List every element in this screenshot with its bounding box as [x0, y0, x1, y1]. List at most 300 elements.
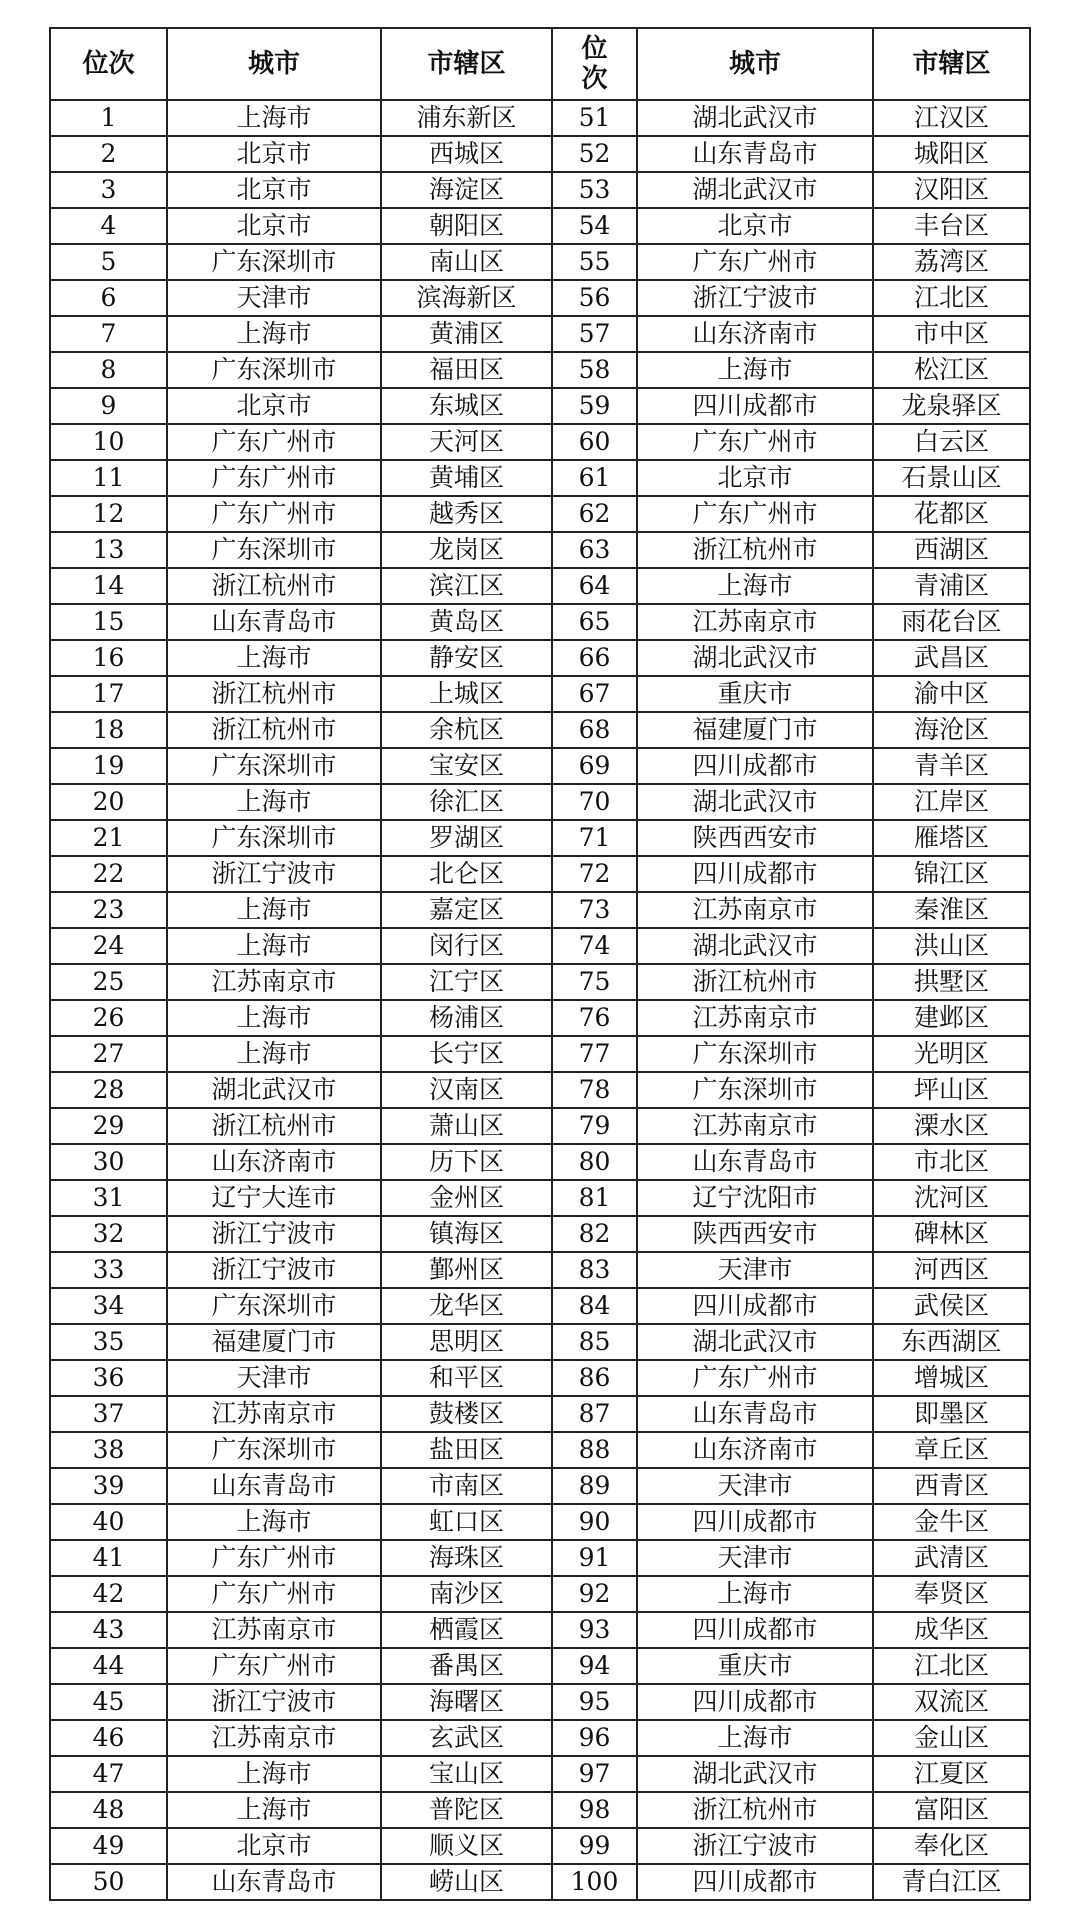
city-cell-2: 上海市 — [637, 1576, 873, 1612]
district-cell-2: 松江区 — [873, 352, 1030, 388]
rank-cell-2: 58 — [552, 352, 637, 388]
header-rank-2 — [552, 28, 637, 100]
city-cell-2: 江苏南京市 — [637, 1000, 873, 1036]
district-cell: 海曙区 — [381, 1684, 552, 1720]
city-cell-2: 四川成都市 — [637, 388, 873, 424]
district-cell-2: 江夏区 — [873, 1756, 1030, 1792]
rank-cell: 30 — [50, 1144, 167, 1180]
rank-cell: 31 — [50, 1180, 167, 1216]
district-cell-2: 雁塔区 — [873, 820, 1030, 856]
city-cell-2: 湖北武汉市 — [637, 172, 873, 208]
rank-cell-2: 60 — [552, 424, 637, 460]
city-cell-2: 重庆市 — [637, 676, 873, 712]
district-cell-2: 增城区 — [873, 1360, 1030, 1396]
rank-cell-2: 79 — [552, 1108, 637, 1144]
city-cell-2: 四川成都市 — [637, 748, 873, 784]
table-row — [50, 1576, 1030, 1612]
district-cell: 鼓楼区 — [381, 1396, 552, 1432]
city-cell: 广东深圳市 — [167, 532, 381, 568]
city-cell-2: 北京市 — [637, 460, 873, 496]
rank-cell: 4 — [50, 208, 167, 244]
table-row — [50, 1720, 1030, 1756]
city-cell-2: 广东深圳市 — [637, 1036, 873, 1072]
district-cell-2: 奉化区 — [873, 1828, 1030, 1864]
rank-cell-2: 90 — [552, 1504, 637, 1540]
city-cell-2: 山东青岛市 — [637, 136, 873, 172]
district-cell-2: 章丘区 — [873, 1432, 1030, 1468]
rank-cell-2: 95 — [552, 1684, 637, 1720]
district-cell: 罗湖区 — [381, 820, 552, 856]
table-row — [50, 928, 1030, 964]
table-row — [50, 532, 1030, 568]
rank-cell: 42 — [50, 1576, 167, 1612]
district-cell: 虹口区 — [381, 1504, 552, 1540]
city-cell: 浙江宁波市 — [167, 1252, 381, 1288]
rank-cell: 9 — [50, 388, 167, 424]
district-cell-2: 成华区 — [873, 1612, 1030, 1648]
rank-cell: 19 — [50, 748, 167, 784]
rank-cell-2: 59 — [552, 388, 637, 424]
rank-cell-2: 72 — [552, 856, 637, 892]
district-cell-2: 武侯区 — [873, 1288, 1030, 1324]
rank-cell-2: 88 — [552, 1432, 637, 1468]
district-cell-2: 渝中区 — [873, 676, 1030, 712]
rank-cell: 13 — [50, 532, 167, 568]
city-cell-2: 广东广州市 — [637, 424, 873, 460]
district-cell-2: 西湖区 — [873, 532, 1030, 568]
district-cell-2: 河西区 — [873, 1252, 1030, 1288]
rank-cell-2: 63 — [552, 532, 637, 568]
table-row — [50, 1684, 1030, 1720]
city-cell: 北京市 — [167, 1828, 381, 1864]
city-cell-2: 天津市 — [637, 1252, 873, 1288]
city-cell-2: 广东广州市 — [637, 496, 873, 532]
table-row — [50, 352, 1030, 388]
city-cell-2: 陕西西安市 — [637, 1216, 873, 1252]
district-cell-2: 东西湖区 — [873, 1324, 1030, 1360]
rank-cell-2: 55 — [552, 244, 637, 280]
district-cell: 龙岗区 — [381, 532, 552, 568]
district-cell-2: 沈河区 — [873, 1180, 1030, 1216]
city-cell: 广东深圳市 — [167, 352, 381, 388]
rank-cell-2: 65 — [552, 604, 637, 640]
city-cell: 上海市 — [167, 892, 381, 928]
rank-cell: 38 — [50, 1432, 167, 1468]
city-cell: 上海市 — [167, 316, 381, 352]
table-row — [50, 1828, 1030, 1864]
rank-cell: 50 — [50, 1864, 167, 1900]
header-district: 市辖区 — [381, 28, 552, 100]
city-cell-2: 上海市 — [637, 352, 873, 388]
table-row — [50, 1612, 1030, 1648]
district-cell-2: 秦淮区 — [873, 892, 1030, 928]
city-cell-2: 浙江宁波市 — [637, 1828, 873, 1864]
table-row — [50, 172, 1030, 208]
district-cell-2: 海沧区 — [873, 712, 1030, 748]
table-row — [50, 424, 1030, 460]
city-cell-2: 湖北武汉市 — [637, 640, 873, 676]
district-cell: 宝安区 — [381, 748, 552, 784]
district-cell: 普陀区 — [381, 1792, 552, 1828]
district-cell-2: 青浦区 — [873, 568, 1030, 604]
district-cell: 浦东新区 — [381, 100, 552, 136]
city-cell-2: 浙江宁波市 — [637, 280, 873, 316]
rank-cell-2: 89 — [552, 1468, 637, 1504]
table-row — [50, 1396, 1030, 1432]
rank-cell: 12 — [50, 496, 167, 532]
city-cell-2: 江苏南京市 — [637, 604, 873, 640]
district-cell-2: 汉阳区 — [873, 172, 1030, 208]
rank-cell-2: 93 — [552, 1612, 637, 1648]
district-cell: 上城区 — [381, 676, 552, 712]
district-cell: 天河区 — [381, 424, 552, 460]
district-cell: 海淀区 — [381, 172, 552, 208]
district-cell: 滨江区 — [381, 568, 552, 604]
table-row — [50, 964, 1030, 1000]
district-cell-2: 江汉区 — [873, 100, 1030, 136]
city-cell: 浙江杭州市 — [167, 676, 381, 712]
table-row — [50, 1504, 1030, 1540]
city-cell-2: 天津市 — [637, 1540, 873, 1576]
city-cell: 上海市 — [167, 784, 381, 820]
table-row — [50, 280, 1030, 316]
district-cell: 黄岛区 — [381, 604, 552, 640]
city-cell-2: 陕西西安市 — [637, 820, 873, 856]
rank-cell: 41 — [50, 1540, 167, 1576]
district-cell: 闵行区 — [381, 928, 552, 964]
table-row — [50, 244, 1030, 280]
rank-cell-2: 71 — [552, 820, 637, 856]
header-city-2: 城市 — [637, 28, 873, 100]
city-cell: 北京市 — [167, 136, 381, 172]
city-cell: 广东深圳市 — [167, 244, 381, 280]
header-rank-2-text: 位次 — [581, 34, 608, 94]
table-row — [50, 1648, 1030, 1684]
city-cell: 山东青岛市 — [167, 1468, 381, 1504]
district-cell-2: 建邺区 — [873, 1000, 1030, 1036]
district-cell-2: 荔湾区 — [873, 244, 1030, 280]
city-cell: 上海市 — [167, 1036, 381, 1072]
table-row — [50, 1108, 1030, 1144]
city-cell-2: 湖北武汉市 — [637, 100, 873, 136]
district-cell: 栖霞区 — [381, 1612, 552, 1648]
table-row — [50, 712, 1030, 748]
city-cell: 辽宁大连市 — [167, 1180, 381, 1216]
table-row — [50, 784, 1030, 820]
district-cell: 金州区 — [381, 1180, 552, 1216]
district-cell: 徐汇区 — [381, 784, 552, 820]
table-row — [50, 1252, 1030, 1288]
rank-cell: 24 — [50, 928, 167, 964]
rank-cell-2: 99 — [552, 1828, 637, 1864]
rank-cell-2: 80 — [552, 1144, 637, 1180]
table-row — [50, 1072, 1030, 1108]
table-row — [50, 496, 1030, 532]
table-row — [50, 316, 1030, 352]
district-cell: 嘉定区 — [381, 892, 552, 928]
rank-cell-2: 52 — [552, 136, 637, 172]
city-cell: 广东广州市 — [167, 1576, 381, 1612]
rank-cell: 14 — [50, 568, 167, 604]
district-cell-2: 光明区 — [873, 1036, 1030, 1072]
table-row — [50, 460, 1030, 496]
district-cell: 南山区 — [381, 244, 552, 280]
city-cell: 山东青岛市 — [167, 1864, 381, 1900]
district-cell-2: 富阳区 — [873, 1792, 1030, 1828]
city-cell-2: 浙江杭州市 — [637, 1792, 873, 1828]
district-cell-2: 城阳区 — [873, 136, 1030, 172]
district-cell: 越秀区 — [381, 496, 552, 532]
district-cell: 黄埔区 — [381, 460, 552, 496]
table-row — [50, 1540, 1030, 1576]
city-cell-2: 山东济南市 — [637, 316, 873, 352]
district-cell-2: 坪山区 — [873, 1072, 1030, 1108]
rank-cell: 10 — [50, 424, 167, 460]
district-cell-2: 金牛区 — [873, 1504, 1030, 1540]
header-district-2: 市辖区 — [873, 28, 1030, 100]
table-row — [50, 1756, 1030, 1792]
city-cell-2: 上海市 — [637, 1720, 873, 1756]
table-row — [50, 892, 1030, 928]
rank-cell: 39 — [50, 1468, 167, 1504]
district-cell: 镇海区 — [381, 1216, 552, 1252]
table-row — [50, 1036, 1030, 1072]
district-cell: 宝山区 — [381, 1756, 552, 1792]
table-row — [50, 100, 1030, 136]
table-row — [50, 1180, 1030, 1216]
rank-cell: 28 — [50, 1072, 167, 1108]
rank-cell: 33 — [50, 1252, 167, 1288]
rank-cell: 49 — [50, 1828, 167, 1864]
city-cell-2: 辽宁沈阳市 — [637, 1180, 873, 1216]
city-cell: 上海市 — [167, 100, 381, 136]
city-cell-2: 四川成都市 — [637, 1684, 873, 1720]
district-cell-2: 锦江区 — [873, 856, 1030, 892]
city-cell-2: 广东广州市 — [637, 1360, 873, 1396]
rank-cell-2: 57 — [552, 316, 637, 352]
district-cell-2: 江岸区 — [873, 784, 1030, 820]
table-row — [50, 1864, 1030, 1900]
city-cell-2: 山东青岛市 — [637, 1144, 873, 1180]
district-cell-2: 市北区 — [873, 1144, 1030, 1180]
rank-cell: 23 — [50, 892, 167, 928]
table-row — [50, 388, 1030, 424]
table-row — [50, 1792, 1030, 1828]
rank-cell: 26 — [50, 1000, 167, 1036]
table-row — [50, 136, 1030, 172]
table-row — [50, 1360, 1030, 1396]
district-cell: 余杭区 — [381, 712, 552, 748]
rank-cell: 21 — [50, 820, 167, 856]
district-cell: 南沙区 — [381, 1576, 552, 1612]
rank-cell: 25 — [50, 964, 167, 1000]
rank-cell: 3 — [50, 172, 167, 208]
district-cell-2: 白云区 — [873, 424, 1030, 460]
table-row — [50, 1468, 1030, 1504]
rank-cell-2: 91 — [552, 1540, 637, 1576]
district-cell: 玄武区 — [381, 1720, 552, 1756]
city-cell-2: 湖北武汉市 — [637, 784, 873, 820]
city-cell: 上海市 — [167, 1000, 381, 1036]
city-cell: 广东深圳市 — [167, 820, 381, 856]
city-cell: 上海市 — [167, 640, 381, 676]
rank-cell: 27 — [50, 1036, 167, 1072]
city-cell: 江苏南京市 — [167, 1612, 381, 1648]
rank-cell: 37 — [50, 1396, 167, 1432]
rank-cell-2: 77 — [552, 1036, 637, 1072]
city-cell-2: 山东济南市 — [637, 1432, 873, 1468]
rank-cell: 18 — [50, 712, 167, 748]
district-cell: 盐田区 — [381, 1432, 552, 1468]
district-cell-2: 即墨区 — [873, 1396, 1030, 1432]
rank-cell: 48 — [50, 1792, 167, 1828]
city-cell-2: 四川成都市 — [637, 1288, 873, 1324]
rank-cell-2: 74 — [552, 928, 637, 964]
rank-cell: 5 — [50, 244, 167, 280]
rank-cell: 8 — [50, 352, 167, 388]
city-cell: 广东广州市 — [167, 424, 381, 460]
table-row — [50, 1144, 1030, 1180]
city-cell-2: 浙江杭州市 — [637, 964, 873, 1000]
district-cell-2: 江北区 — [873, 1648, 1030, 1684]
rank-cell-2: 98 — [552, 1792, 637, 1828]
district-cell-2: 江北区 — [873, 280, 1030, 316]
city-cell-2: 湖北武汉市 — [637, 928, 873, 964]
city-cell: 浙江杭州市 — [167, 568, 381, 604]
rank-cell-2: 84 — [552, 1288, 637, 1324]
city-cell: 广东深圳市 — [167, 1432, 381, 1468]
district-cell: 顺义区 — [381, 1828, 552, 1864]
table-row — [50, 676, 1030, 712]
district-cell: 江宁区 — [381, 964, 552, 1000]
city-cell-2: 浙江杭州市 — [637, 532, 873, 568]
city-cell: 上海市 — [167, 1504, 381, 1540]
district-cell: 历下区 — [381, 1144, 552, 1180]
district-cell-2: 武清区 — [873, 1540, 1030, 1576]
rank-cell: 17 — [50, 676, 167, 712]
city-cell: 广东广州市 — [167, 460, 381, 496]
district-cell: 和平区 — [381, 1360, 552, 1396]
rank-cell: 45 — [50, 1684, 167, 1720]
rank-cell: 36 — [50, 1360, 167, 1396]
city-cell-2: 天津市 — [637, 1468, 873, 1504]
city-cell: 上海市 — [167, 1792, 381, 1828]
rank-cell: 15 — [50, 604, 167, 640]
city-cell-2: 江苏南京市 — [637, 1108, 873, 1144]
district-cell-2: 碑林区 — [873, 1216, 1030, 1252]
rank-cell-2: 67 — [552, 676, 637, 712]
rank-cell: 46 — [50, 1720, 167, 1756]
rank-cell-2: 83 — [552, 1252, 637, 1288]
city-cell: 天津市 — [167, 280, 381, 316]
district-cell: 滨海新区 — [381, 280, 552, 316]
city-cell: 山东济南市 — [167, 1144, 381, 1180]
district-cell: 海珠区 — [381, 1540, 552, 1576]
city-cell: 广东深圳市 — [167, 1288, 381, 1324]
rank-cell-2: 54 — [552, 208, 637, 244]
city-cell: 浙江宁波市 — [167, 856, 381, 892]
rank-cell: 11 — [50, 460, 167, 496]
rank-cell: 7 — [50, 316, 167, 352]
rank-cell-2: 75 — [552, 964, 637, 1000]
rank-cell-2: 78 — [552, 1072, 637, 1108]
city-cell: 天津市 — [167, 1360, 381, 1396]
district-cell-2: 青白江区 — [873, 1864, 1030, 1900]
table-row — [50, 1288, 1030, 1324]
city-cell: 北京市 — [167, 172, 381, 208]
table-row — [50, 820, 1030, 856]
rank-cell: 22 — [50, 856, 167, 892]
district-cell-2: 石景山区 — [873, 460, 1030, 496]
district-cell-2: 市中区 — [873, 316, 1030, 352]
city-cell: 江苏南京市 — [167, 964, 381, 1000]
city-cell-2: 重庆市 — [637, 1648, 873, 1684]
city-cell-2: 江苏南京市 — [637, 892, 873, 928]
district-cell: 静安区 — [381, 640, 552, 676]
city-cell-2: 四川成都市 — [637, 1504, 873, 1540]
rank-cell-2: 53 — [552, 172, 637, 208]
city-cell: 北京市 — [167, 388, 381, 424]
rank-cell-2: 94 — [552, 1648, 637, 1684]
city-cell: 浙江宁波市 — [167, 1684, 381, 1720]
city-cell: 广东广州市 — [167, 1648, 381, 1684]
district-cell: 杨浦区 — [381, 1000, 552, 1036]
district-cell: 朝阳区 — [381, 208, 552, 244]
city-cell-2: 上海市 — [637, 568, 873, 604]
district-cell: 番禺区 — [381, 1648, 552, 1684]
rank-cell: 29 — [50, 1108, 167, 1144]
rank-cell-2: 70 — [552, 784, 637, 820]
rank-cell: 32 — [50, 1216, 167, 1252]
header-row — [50, 28, 1030, 100]
rank-cell-2: 82 — [552, 1216, 637, 1252]
rank-cell: 43 — [50, 1612, 167, 1648]
rank-cell-2: 97 — [552, 1756, 637, 1792]
rank-cell-2: 61 — [552, 460, 637, 496]
district-cell: 思明区 — [381, 1324, 552, 1360]
district-cell-2: 西青区 — [873, 1468, 1030, 1504]
rank-cell-2: 73 — [552, 892, 637, 928]
rank-cell-2: 69 — [552, 748, 637, 784]
city-cell: 广东广州市 — [167, 496, 381, 532]
table-row — [50, 1000, 1030, 1036]
city-cell-2: 山东青岛市 — [637, 1396, 873, 1432]
city-cell: 北京市 — [167, 208, 381, 244]
rank-cell: 2 — [50, 136, 167, 172]
city-cell: 浙江杭州市 — [167, 712, 381, 748]
table-row — [50, 1324, 1030, 1360]
rank-cell-2: 56 — [552, 280, 637, 316]
rank-cell-2: 96 — [552, 1720, 637, 1756]
district-cell: 长宁区 — [381, 1036, 552, 1072]
rank-cell: 47 — [50, 1756, 167, 1792]
district-cell: 西城区 — [381, 136, 552, 172]
district-cell: 黄浦区 — [381, 316, 552, 352]
district-cell-2: 双流区 — [873, 1684, 1030, 1720]
rank-cell-2: 85 — [552, 1324, 637, 1360]
rank-cell-2: 92 — [552, 1576, 637, 1612]
city-cell-2: 北京市 — [637, 208, 873, 244]
district-cell: 龙华区 — [381, 1288, 552, 1324]
rank-cell: 16 — [50, 640, 167, 676]
table-row — [50, 748, 1030, 784]
city-cell: 江苏南京市 — [167, 1720, 381, 1756]
table-row — [50, 856, 1030, 892]
rank-cell-2: 86 — [552, 1360, 637, 1396]
district-cell: 北仑区 — [381, 856, 552, 892]
ranking-table — [49, 27, 1031, 1901]
rank-cell: 20 — [50, 784, 167, 820]
